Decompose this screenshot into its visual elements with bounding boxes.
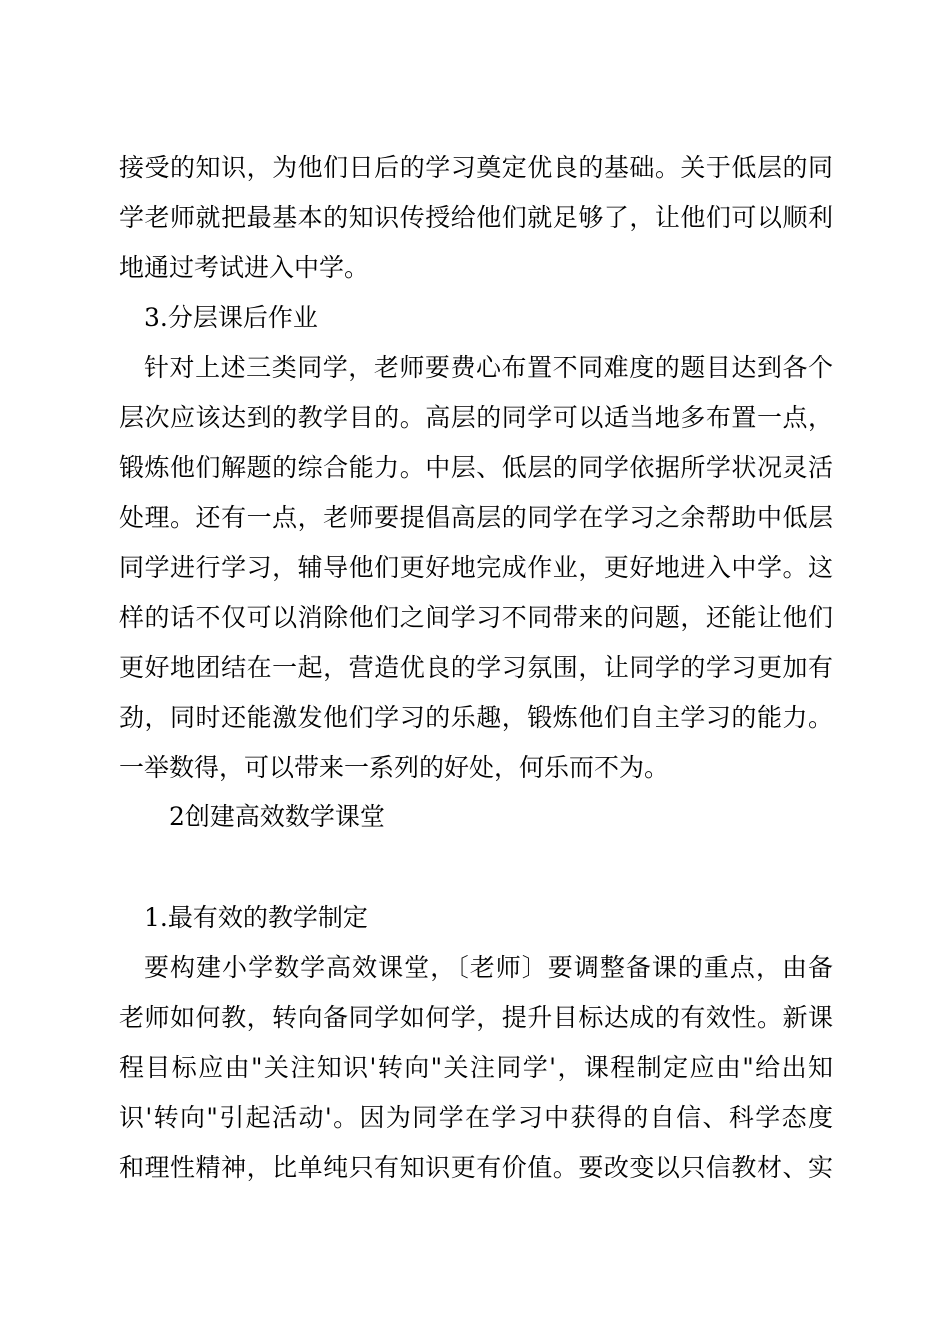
paragraph-line: 程目标应由"关注知识'转向"关注同学'，课程制定应由"给出知 (119, 1053, 833, 1082)
paragraph-line: 锻炼他们解题的综合能力。中层、低层的同学依据所学状况灵活 (119, 453, 833, 482)
paragraph-line: 地通过考试进入中学。 (119, 253, 370, 282)
paragraph-line: 样的话不仅可以消除他们之间学习不同带来的问题，还能让他们 (119, 603, 833, 632)
paragraph-line: 更好地团结在一起，营造优良的学习氛围，让同学的学习更加有 (119, 653, 833, 682)
paragraph-line: 接受的知识，为他们日后的学习奠定优良的基础。关于低层的同 (119, 153, 833, 182)
chapter-heading: 2创建高效数学课堂 (169, 802, 385, 831)
paragraph-line: 识'转向"引起活动'。因为同学在学习中获得的自信、科学态度 (119, 1103, 833, 1132)
paragraph-line: 一举数得，可以带来一系列的好处，何乐而不为。 (119, 753, 670, 782)
paragraph-line: 层次应该达到的教学目的。高层的同学可以适当地多布置一点， (119, 403, 833, 432)
paragraph-line: 要构建小学数学高效课堂，〔老师〕要调整备课的重点，由备 (144, 953, 833, 982)
paragraph-line: 老师如何教，转向备同学如何学，提升目标达成的有效性。新课 (119, 1003, 833, 1032)
paragraph-line: 同学进行学习，辅导他们更好地完成作业，更好地进入中学。这 (119, 553, 833, 582)
paragraph-line: 和理性精神，比单纯只有知识更有价值。要改变以只信教材、实 (119, 1153, 833, 1182)
paragraph-line: 劲，同时还能激发他们学习的乐趣，锻炼他们自主学习的能力。 (119, 703, 833, 732)
section-heading: 1.最有效的教学制定 (144, 903, 368, 932)
section-heading: 3.分层课后作业 (144, 303, 318, 332)
paragraph-line: 学老师就把最基本的知识传授给他们就足够了，让他们可以顺利 (119, 203, 833, 232)
paragraph-line: 针对上述三类同学，老师要费心布置不同难度的题目达到各个 (144, 353, 833, 382)
paragraph-line: 处理。还有一点，老师要提倡高层的同学在学习之余帮助中低层 (119, 503, 833, 532)
